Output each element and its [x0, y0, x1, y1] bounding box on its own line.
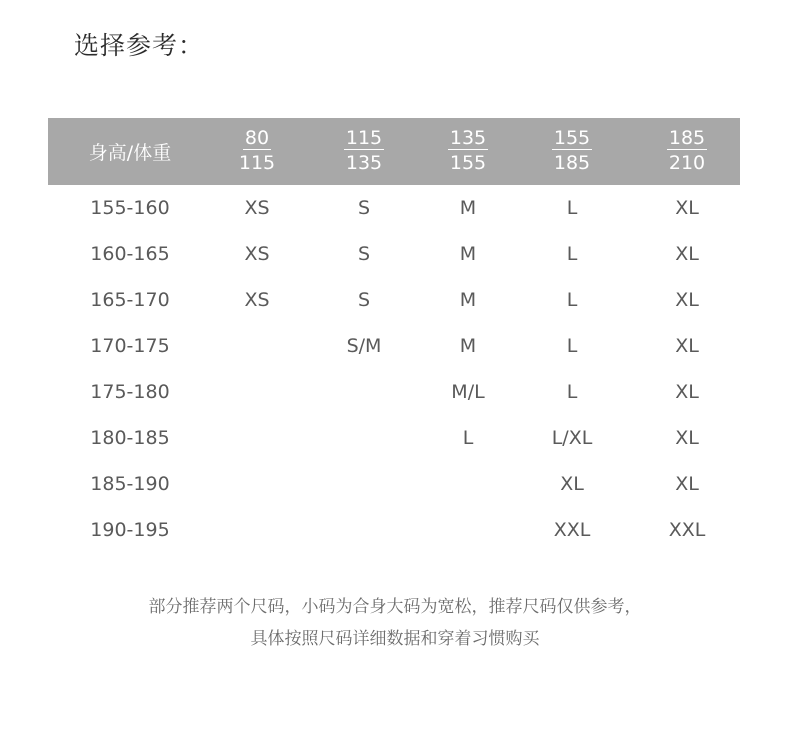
- size-cell: M: [459, 289, 477, 311]
- size-cell: XS: [244, 289, 270, 311]
- row-height-range: 175-180: [90, 381, 170, 403]
- weight-range-bottom: 210: [668, 152, 706, 174]
- size-cell: XS: [244, 197, 270, 219]
- table-row: [48, 507, 740, 553]
- header-weight-col-5: [634, 127, 740, 176]
- table-row: [48, 231, 740, 277]
- weight-range-bottom: 135: [345, 152, 383, 174]
- weight-range-top: 80: [244, 127, 270, 149]
- size-cell: S: [357, 289, 371, 311]
- header-weight-col-1: [212, 127, 302, 176]
- size-cell: S: [357, 243, 371, 265]
- table-row: [48, 185, 740, 231]
- size-cell: S: [357, 197, 371, 219]
- table-row: [48, 415, 740, 461]
- size-cell: L: [462, 427, 474, 449]
- size-cell: XXL: [668, 519, 706, 541]
- size-cell: XL: [675, 473, 699, 495]
- header-height-weight-label: 身高/体重: [88, 142, 172, 164]
- row-height-range: 180-185: [90, 427, 170, 449]
- size-cell: L: [566, 243, 578, 265]
- row-height-range: 160-165: [90, 243, 170, 265]
- size-cell: L: [566, 335, 578, 357]
- row-height-range: 165-170: [90, 289, 170, 311]
- row-height-range: 190-195: [90, 519, 170, 541]
- row-height-range: 185-190: [90, 473, 170, 495]
- row-height-range: 170-175: [90, 335, 170, 357]
- weight-range-top: 115: [345, 127, 383, 149]
- table-row: [48, 461, 740, 507]
- size-cell: M/L: [451, 381, 485, 403]
- table-header: [48, 118, 740, 185]
- weight-range-top: 155: [553, 127, 591, 149]
- size-cell: L: [566, 289, 578, 311]
- note-line-2: 具体按照尺码详细数据和穿着习惯购买: [250, 629, 540, 649]
- size-cell: L: [566, 197, 578, 219]
- size-cell: XS: [244, 243, 270, 265]
- size-chart-table: [48, 118, 740, 553]
- size-cell: S/M: [346, 335, 382, 357]
- size-cell: XL: [675, 197, 699, 219]
- size-cell: XL: [675, 289, 699, 311]
- size-cell: XL: [675, 381, 699, 403]
- row-height-range: 155-160: [90, 197, 170, 219]
- size-cell: XL: [675, 427, 699, 449]
- note-line-1: 部分推荐两个尺码，小码为合身大码为宽松，推荐尺码仅供参考，: [148, 597, 642, 617]
- table-row: [48, 369, 740, 415]
- table-row: [48, 277, 740, 323]
- weight-range-top: 135: [449, 127, 487, 149]
- size-cell: XL: [675, 335, 699, 357]
- table-row: [48, 323, 740, 369]
- weight-range-bottom: 155: [449, 152, 487, 174]
- size-cell: M: [459, 197, 477, 219]
- page-title: 选择参考：: [74, 31, 205, 60]
- size-cell: M: [459, 335, 477, 357]
- header-weight-col-2: [302, 127, 426, 176]
- weight-range-bottom: 185: [553, 152, 591, 174]
- size-cell: M: [459, 243, 477, 265]
- size-cell: L: [566, 381, 578, 403]
- header-weight-col-3: [426, 127, 510, 176]
- size-cell: XL: [675, 243, 699, 265]
- weight-range-top: 185: [668, 127, 706, 149]
- size-cell: L/XL: [551, 427, 593, 449]
- weight-range-bottom: 115: [238, 152, 276, 174]
- size-cell: XL: [560, 473, 584, 495]
- header-weight-col-4: [510, 127, 634, 176]
- size-cell: XXL: [553, 519, 591, 541]
